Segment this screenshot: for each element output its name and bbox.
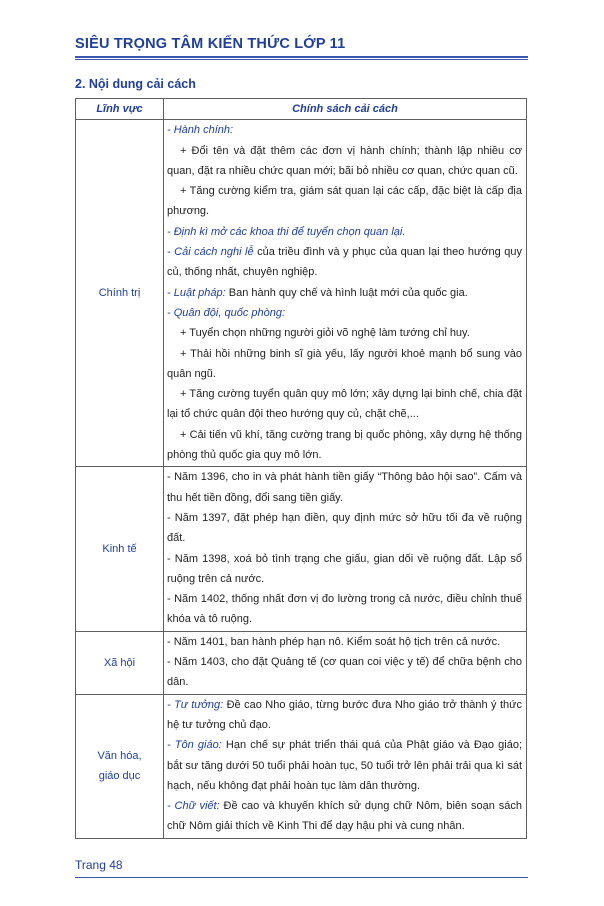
- policy-heading: - Chữ viết:: [167, 800, 220, 813]
- section-title: 2. Nội dung cải cách: [75, 77, 196, 91]
- policy-item: [167, 796, 522, 837]
- policy-item: - Năm 1396, cho in và phát hành tiền giấy “Thông bảo hội sao”. Cấm và thu hết tiền đồng, đổi sang tiền giấy.: [167, 471, 522, 504]
- policy-item: [167, 695, 522, 736]
- policy-text: Đề cao Nho giáo, từng bước đưa Nho giáo trở thành ý thức hệ tư tưởng chủ đạo.: [167, 698, 523, 731]
- field-cell: Chính trị: [76, 120, 164, 467]
- policy-item: - Năm 1402, thống nhất đơn vị đo lường trong cả nước, điều chỉnh thuế khóa và tô ruộng.: [167, 593, 522, 626]
- policy-text: Đề cao và khuyến khích sử dụng chữ Nôm, biên soạn sách chữ Nôm giải thích về Kinh Thi để dạy hậu phi và cung nhân.: [167, 800, 522, 833]
- policy-heading: - Định kì mở các khoa thi để tuyển chọn quan lại.: [167, 225, 406, 238]
- policy-text: Hạn chế sự phát triển thái quá của Phật giáo và Đạo giáo; bắt sư tăng dưới 50 tuổi phải hoàn tục, 50 tuổi trở lên phải trải qua kì sát hạch, nếu không đạt phải hoàn tục làm dân thường.: [167, 739, 522, 792]
- policy-item: - Năm 1397, đặt phép hạn điền, quy định mức sở hữu tối đa về ruộng đất.: [167, 511, 522, 545]
- policy-item: [167, 283, 522, 303]
- table-row-politics: [76, 120, 527, 467]
- page-number: Trang 48: [75, 858, 123, 872]
- policy-heading: - Quân đội, quốc phòng:: [167, 306, 286, 319]
- policy-cell: [164, 694, 527, 838]
- policy-item: + Tăng cường tuyển quân quy mô lớn; xây dựng lại binh chế, chia đặt lại tổ chức quân đội theo hướng quy củ, chặt chẽ,...: [167, 388, 522, 421]
- field-label-line: Văn hóa,: [97, 749, 142, 762]
- policy-text: của triều đình và y phục của quan lại theo hướng quy củ, thống nhất, chuyên nghiệp.: [167, 246, 522, 279]
- policy-cell: [164, 467, 527, 631]
- policy-heading: - Hành chính:: [167, 124, 234, 137]
- policy-item: - Năm 1403, cho đặt Quảng tế (cơ quan coi việc y tế) để chữa bệnh cho dân.: [167, 656, 522, 689]
- policy-item: - Năm 1401, ban hành phép hạn nô. Kiểm soát hộ tịch trên cả nước.: [167, 635, 501, 648]
- policy-heading: - Tôn giáo:: [167, 739, 222, 752]
- policy-cell: [164, 120, 527, 467]
- header-divider-secondary: [75, 59, 528, 60]
- policy-text: Ban hành quy chế và hình luật mới của quốc gia.: [225, 286, 468, 299]
- policy-heading: - Cải cách nghi lễ: [167, 246, 254, 259]
- field-cell: [76, 694, 164, 838]
- field-label-line: giáo dục: [98, 770, 141, 783]
- table-header-row: [76, 99, 527, 120]
- policy-item: + Cải tiến vũ khí, tăng cường trang bị quốc phòng, xây dựng hệ thống phòng thủ quốc gia quy mô lớn.: [167, 428, 522, 462]
- table-row-economy: [76, 467, 527, 631]
- policy-heading: - Tư tưởng:: [167, 698, 224, 711]
- column-header-field: Lĩnh vực: [76, 99, 164, 120]
- footer-divider: [75, 877, 528, 878]
- policy-item: + Tuyển chọn những người giỏi võ nghệ làm tướng chỉ huy.: [180, 327, 470, 340]
- policy-item: + Thải hồi những binh sĩ già yếu, lấy người khoẻ mạnh bổ sung vào quân ngũ.: [167, 347, 522, 380]
- field-cell: Kinh tế: [76, 467, 164, 631]
- policy-item: + Đổi tên và đặt thêm các đơn vị hành chính; thành lập nhiều cơ quan, đặt ra nhiều chức quan mới; bãi bỏ nhiều cơ quan, chức quan cũ.: [167, 144, 522, 177]
- policy-item: + Tăng cường kiểm tra, giám sát quan lại các cấp, đặc biệt là cấp địa phương.: [167, 185, 522, 218]
- table-row-society: [76, 631, 527, 694]
- policy-item: [167, 242, 522, 283]
- reform-table: [75, 98, 527, 839]
- policy-item: [167, 735, 522, 796]
- field-cell: Xã hội: [76, 631, 164, 694]
- policy-item: - Năm 1398, xoá bỏ tình trạng che giấu, gian dối về ruộng đất. Lập sổ ruộng trên cả nước.: [167, 552, 522, 585]
- policy-heading: - Luật pháp:: [167, 286, 226, 299]
- policy-cell: [164, 631, 527, 694]
- column-header-policy: Chính sách cải cách: [164, 99, 527, 120]
- header-divider: [75, 56, 528, 58]
- running-header: SIÊU TRỌNG TÂM KIẾN THỨC LỚP 11: [75, 36, 346, 52]
- table-row-culture: [76, 694, 527, 838]
